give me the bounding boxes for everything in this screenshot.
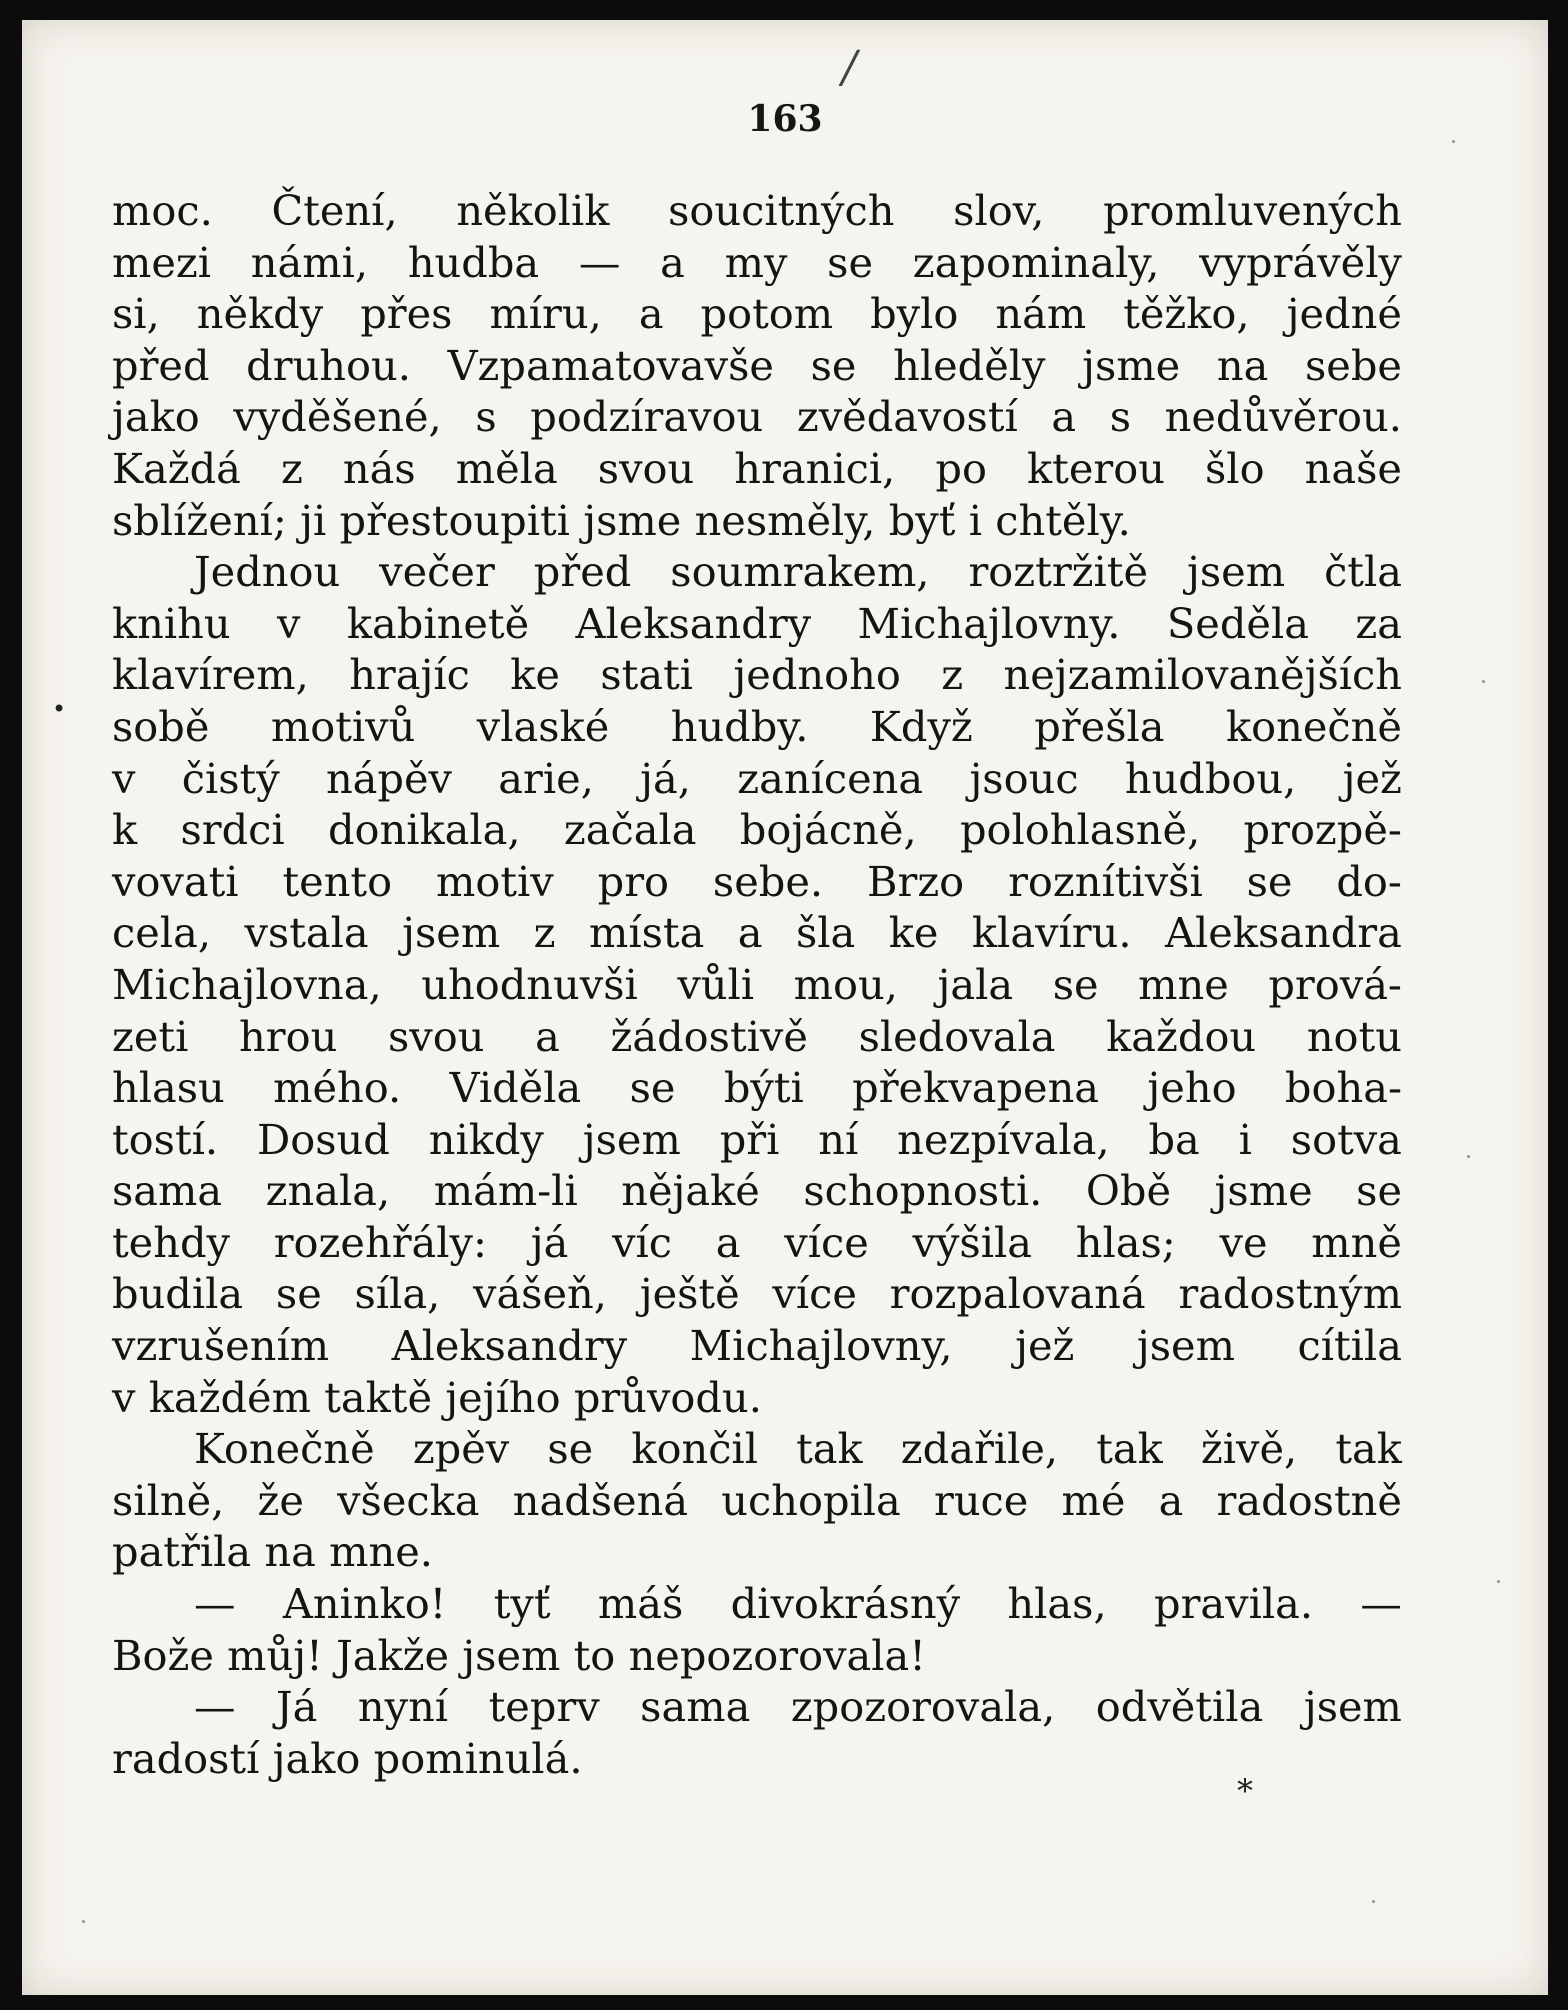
word: zdařile, [900, 1424, 1059, 1474]
word: Čtení, [271, 186, 398, 235]
text-line [112, 1062, 1402, 1114]
word: nadšená [512, 1475, 689, 1525]
word: vyděšené, [233, 392, 442, 442]
word: tehdy [112, 1217, 230, 1267]
word: bylo [870, 289, 959, 339]
text-line [112, 1372, 1402, 1424]
word: — [1360, 1579, 1402, 1629]
word: jež [1015, 1321, 1075, 1371]
word: pravila. [1154, 1579, 1314, 1629]
paper-speck [82, 1920, 85, 1923]
word: se [827, 237, 874, 287]
word: místa [588, 908, 705, 958]
word: nepozorovala! [628, 1630, 926, 1680]
word: býti [723, 1063, 804, 1113]
word: tento [282, 856, 393, 906]
word: schopnosti. [803, 1166, 1043, 1216]
word: hlas, [1007, 1579, 1107, 1629]
word: jako [112, 392, 200, 442]
text-line [112, 391, 1402, 443]
text-line [112, 237, 1402, 289]
word: vovati [112, 856, 239, 906]
word: šlo [1205, 443, 1265, 493]
text-line [112, 1114, 1402, 1166]
word: promluvených [1103, 186, 1402, 235]
word: bojácně, [739, 805, 917, 855]
word: jsme [583, 495, 682, 545]
page-number: 163 [747, 98, 823, 140]
word: a [715, 1217, 741, 1267]
word: se [810, 340, 857, 390]
word: Seděla [1166, 598, 1309, 648]
word: víc [612, 1217, 673, 1267]
word: roznítivši [1008, 856, 1203, 906]
word: se [1052, 959, 1099, 1009]
word: za [1355, 598, 1402, 648]
text-line [112, 959, 1402, 1011]
text-line [112, 1578, 1402, 1630]
word: nejzamilovanějších [1003, 650, 1402, 700]
word: z [280, 443, 303, 493]
word: tyť [493, 1579, 551, 1629]
word: hranici, [734, 443, 896, 493]
word: jsem [1136, 1321, 1235, 1371]
word: se [629, 1063, 676, 1113]
word: to [573, 1630, 616, 1680]
word: svou [387, 1011, 485, 1061]
word: ke [510, 650, 560, 700]
ink-dot-mark: • [52, 695, 67, 723]
word: tak [1096, 1424, 1163, 1474]
word: ba [1148, 1114, 1200, 1164]
word: jako [272, 1733, 361, 1783]
word: se [1356, 1166, 1402, 1216]
word: jednoho [733, 650, 901, 700]
word: knihu [112, 598, 231, 648]
word: a [1051, 392, 1077, 442]
word: se [275, 1269, 322, 1319]
word: chtěly. [995, 495, 1131, 545]
text-line [112, 495, 1402, 547]
word: nikdy [428, 1114, 544, 1164]
word: v [112, 753, 136, 803]
word: a [737, 908, 763, 958]
paper-speck [1482, 680, 1485, 683]
word: polohlasně, [959, 805, 1201, 855]
word: hrou [239, 1011, 338, 1061]
word: roztržitě [968, 547, 1149, 597]
word: všecka [337, 1475, 480, 1525]
word: uchopila [721, 1475, 901, 1525]
word: Jednou [194, 547, 341, 597]
word: jsem [462, 1630, 561, 1680]
word: se [547, 1424, 594, 1474]
word: každou [1106, 1011, 1257, 1061]
text-line [112, 185, 1402, 237]
body-text [112, 185, 1402, 1784]
word: — [194, 1682, 236, 1732]
word: na [1216, 340, 1269, 390]
word: patřila [112, 1527, 252, 1577]
word: večer [379, 547, 495, 597]
word: ještě [639, 1269, 740, 1319]
word: hudbou, [1124, 753, 1297, 803]
word: jsouc [969, 753, 1079, 803]
word: k [112, 805, 138, 855]
text-line [112, 288, 1402, 340]
word: já [530, 1217, 569, 1267]
text-line [112, 1423, 1402, 1475]
word: přestoupiti [339, 495, 570, 545]
word: klavírem, [112, 650, 309, 700]
word: po [935, 443, 987, 493]
word: ji [300, 495, 327, 545]
word: míru, [489, 289, 602, 339]
text-line [112, 1268, 1402, 1320]
word: hleděly [893, 340, 1046, 390]
word: Vzpamatovavše [447, 340, 774, 390]
word: konečně [1225, 701, 1402, 751]
text-line [112, 443, 1402, 495]
word: ke [888, 908, 939, 958]
word: podzíravou [530, 392, 764, 442]
word: divokrásný [730, 1579, 961, 1629]
word: začala [563, 805, 697, 855]
word: zpozorovala, [790, 1682, 1056, 1732]
word: notu [1306, 1011, 1402, 1061]
word: Dosud [256, 1114, 390, 1164]
word: jsme [1082, 340, 1181, 390]
word: stati [600, 650, 694, 700]
word: více [772, 1269, 857, 1319]
word: my [724, 237, 788, 287]
word: mne. [329, 1527, 433, 1577]
text-line [112, 856, 1402, 908]
word: arie, [498, 753, 594, 803]
word: Bože [112, 1630, 214, 1680]
word: těžko, [1123, 289, 1250, 339]
word: i [968, 495, 982, 545]
word: nezpívala, [897, 1114, 1110, 1164]
word: jsem [1303, 1682, 1402, 1732]
text-line [112, 340, 1402, 392]
word: sebe. [712, 856, 824, 906]
word: jsem [402, 908, 501, 958]
word: slov, [953, 186, 1045, 235]
word: donikala, [327, 805, 521, 855]
word: máš [597, 1579, 684, 1629]
word: zapominaly, [912, 237, 1160, 287]
word: přes [360, 289, 453, 339]
word: — [578, 237, 621, 287]
word: jejího [445, 1372, 561, 1422]
word: výšila [912, 1217, 1032, 1267]
word: Jakže [336, 1630, 450, 1680]
word: hlasu [112, 1063, 225, 1113]
word: sledovala [858, 1011, 1056, 1061]
pen-stroke-mark: / [842, 42, 857, 93]
word: i [1238, 1114, 1252, 1164]
word: vlaské [476, 701, 610, 751]
word: nám [995, 289, 1087, 339]
word: sblížení; [112, 495, 287, 545]
word: potom [700, 289, 834, 339]
word: vzrušením [112, 1321, 330, 1371]
word: Michajlovna, [112, 959, 382, 1009]
word: sama [112, 1166, 223, 1216]
word: nás [342, 443, 416, 493]
word: hudba [407, 237, 540, 287]
word: jsem [1187, 547, 1286, 597]
word: mé [1061, 1475, 1126, 1525]
text-line [112, 546, 1402, 598]
paper-speck [1452, 140, 1455, 143]
word: zpěv [412, 1424, 510, 1474]
word: soumrakem, [670, 547, 930, 597]
word: a [638, 289, 664, 339]
word: pro [597, 856, 670, 906]
text-line [112, 1681, 1402, 1733]
word: druhou. [246, 340, 411, 390]
word: mého. [273, 1063, 402, 1113]
word: zeti [112, 1011, 189, 1061]
word: z [941, 650, 964, 700]
word: sotva [1290, 1114, 1402, 1164]
text-line [112, 753, 1402, 805]
text-line [112, 1320, 1402, 1372]
word: tostí. [112, 1114, 219, 1164]
word: zanícena [737, 753, 924, 803]
word: v [112, 1372, 136, 1422]
paper-speck [1372, 1900, 1375, 1903]
word: radostným [1178, 1269, 1402, 1319]
word: překvapena [852, 1063, 1100, 1113]
word: cela, [112, 908, 212, 958]
word: hudby. [670, 701, 809, 751]
word: hrajíc [349, 650, 470, 700]
word: Aleksandry [391, 1321, 628, 1371]
word: rozehřály: [273, 1217, 487, 1267]
word: odvětila [1095, 1682, 1264, 1732]
word: měla [455, 443, 558, 493]
word: moc. [112, 186, 213, 235]
word: naše [1304, 443, 1402, 493]
word: sebe [1305, 340, 1402, 390]
word: s [1109, 392, 1131, 442]
word: byť [888, 495, 956, 545]
text-line [112, 649, 1402, 701]
word: srdci [180, 805, 285, 855]
word: a [535, 1011, 560, 1061]
word: jsem [582, 1114, 681, 1164]
paper-speck [1497, 1580, 1500, 1583]
word: z [533, 908, 556, 958]
word: vůli [677, 959, 755, 1009]
word: jedné [1286, 289, 1402, 339]
word: jeho [1147, 1063, 1237, 1113]
book-page [22, 20, 1548, 1995]
word: kabinetě [346, 598, 530, 648]
word: několik [456, 186, 610, 235]
word: mezi [112, 237, 212, 287]
word: končil [631, 1424, 758, 1474]
word: vyprávěly [1199, 237, 1402, 287]
word: svou [597, 443, 695, 493]
word: s [475, 392, 497, 442]
word: vášeň, [473, 1269, 607, 1319]
word: Aleksandra [1165, 908, 1402, 958]
word: boha- [1284, 1063, 1402, 1113]
word: Brzo [866, 856, 965, 906]
word: na [264, 1527, 316, 1577]
word: při [719, 1114, 780, 1164]
text-line [112, 804, 1402, 856]
word: zvědavostí [796, 392, 1018, 442]
word: přešla [1034, 701, 1165, 751]
word: šla [795, 908, 856, 958]
word: více [784, 1217, 869, 1267]
word: soucitných [668, 186, 895, 235]
word: že [257, 1475, 304, 1525]
text-line [112, 701, 1402, 753]
word: můj! [227, 1630, 323, 1680]
word: námi, [250, 237, 369, 287]
word: jsme [1214, 1166, 1313, 1216]
word: Každá [112, 443, 241, 493]
word: rozpalovaná [889, 1269, 1146, 1319]
word: Aleksandry [575, 598, 812, 648]
word: prová- [1268, 959, 1402, 1009]
word: mne [1138, 959, 1229, 1009]
word: tak [796, 1424, 863, 1474]
word: nějaké [621, 1166, 760, 1216]
word: radostně [1216, 1475, 1402, 1525]
word: radostí [112, 1733, 260, 1783]
word: ve [1219, 1217, 1268, 1267]
word: klavíru. [971, 908, 1132, 958]
word: před [533, 547, 632, 597]
word: znala, [265, 1166, 391, 1216]
word: jala [937, 959, 1014, 1009]
word: uhodnuvši [421, 959, 638, 1009]
word: do- [1336, 856, 1402, 906]
text-line [112, 1526, 1402, 1578]
text-line [112, 1165, 1402, 1217]
word: sama [640, 1682, 751, 1732]
word: cítila [1297, 1321, 1402, 1371]
word: budila [112, 1269, 244, 1319]
word: jež [1342, 753, 1402, 803]
word: Aninko! [282, 1579, 447, 1629]
word: každém [148, 1372, 311, 1422]
paper-speck [1467, 1155, 1470, 1158]
word: a [660, 237, 685, 287]
text-line [112, 1733, 1402, 1785]
word: já, [640, 753, 691, 803]
word: sobě [112, 701, 210, 751]
word: síla, [354, 1269, 441, 1319]
word: nyní [357, 1682, 449, 1732]
word: nesměly, [694, 495, 876, 545]
word: Konečně [194, 1424, 375, 1474]
text-line [112, 1630, 1402, 1682]
word: ní [818, 1114, 859, 1164]
word: nedůvěrou. [1164, 392, 1402, 442]
word: žádostivě [610, 1011, 808, 1061]
word: — [194, 1579, 236, 1629]
word: si, [112, 289, 160, 339]
word: čistý [181, 753, 280, 803]
word: průvodu. [573, 1372, 762, 1422]
text-line [112, 1475, 1402, 1527]
word: před [112, 340, 210, 390]
word: mou, [793, 959, 898, 1009]
word: nápěv [325, 753, 452, 803]
word: Obě [1085, 1166, 1172, 1216]
word: kterou [1027, 443, 1165, 493]
word: mně [1311, 1217, 1402, 1267]
word: živě, [1200, 1424, 1298, 1474]
word: Já [276, 1682, 318, 1732]
word: a [1158, 1475, 1184, 1525]
text-line [112, 1011, 1402, 1063]
word: motivů [270, 701, 416, 751]
word: mám-li [433, 1166, 578, 1216]
text-line [112, 598, 1402, 650]
word: se [1246, 856, 1293, 906]
word: Když [869, 701, 973, 751]
word: vstala [244, 908, 369, 958]
word: prozpě- [1243, 805, 1402, 855]
word: někdy [196, 289, 324, 339]
asterisk-mark: * [1237, 1772, 1253, 1810]
word: čtla [1324, 547, 1402, 597]
word: v [277, 598, 301, 648]
word: pominulá. [373, 1733, 583, 1783]
word: taktě [324, 1372, 433, 1422]
word: tak [1335, 1424, 1402, 1474]
word: motiv [436, 856, 554, 906]
word: Michajlovny, [689, 1321, 953, 1371]
word: silně, [112, 1475, 225, 1525]
text-line [112, 907, 1402, 959]
word: Michajlovny. [857, 598, 1121, 648]
word: Viděla [449, 1063, 582, 1113]
word: teprv [488, 1682, 600, 1732]
word: hlas; [1075, 1217, 1176, 1267]
text-line [112, 1217, 1402, 1269]
word: ruce [933, 1475, 1029, 1525]
